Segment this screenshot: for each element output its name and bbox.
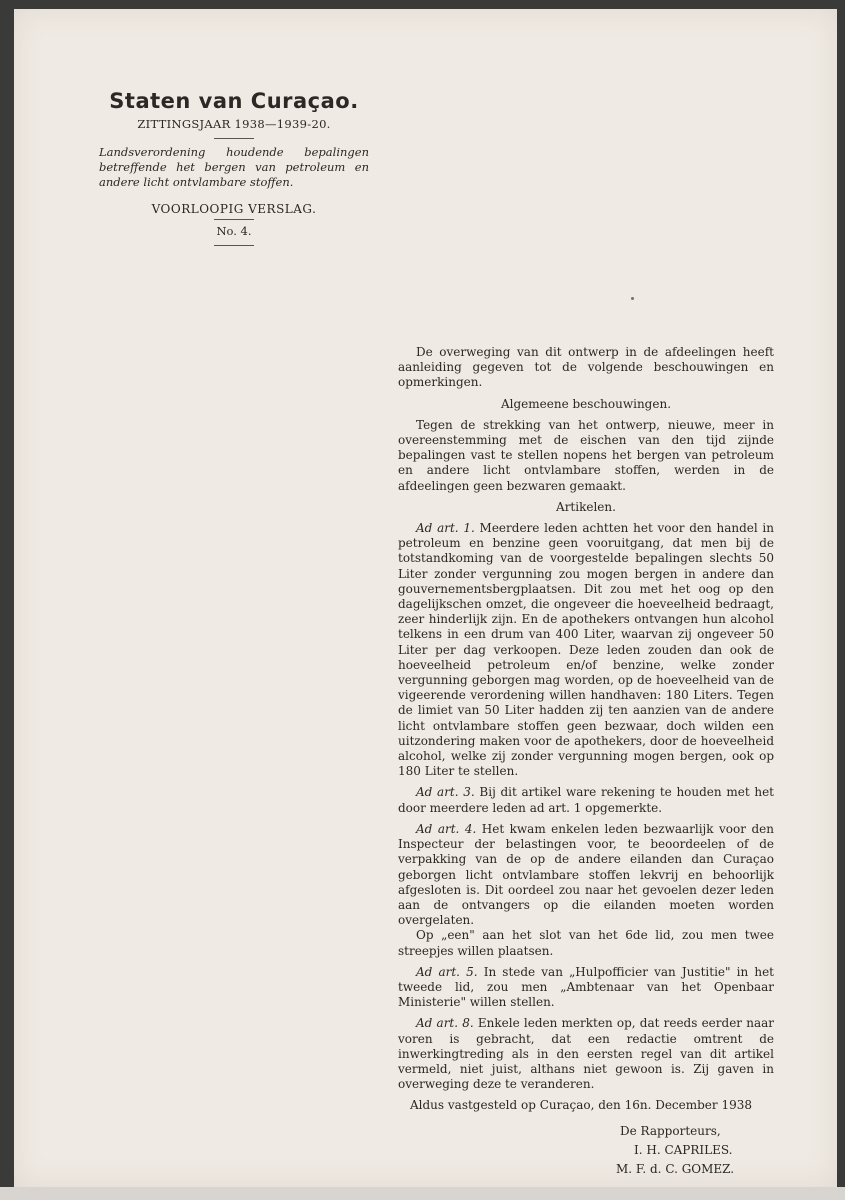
article-paragraph	[398, 1016, 774, 1092]
closing-line: Aldus vastgesteld op Curaçao, den 16n. December 1938	[410, 1098, 752, 1113]
article-text: Enkele leden merkten op, dat reeds eerder naar voren is gebracht, dat een redactie omtrent de inwerkingtreding als in den eersten regel van dit artikel vermeld, niet juist, althans niet gewoon is. Zij gaven in overweging deze te veranderen.	[398, 1016, 775, 1092]
document-number: No. 4.	[216, 224, 252, 238]
scan-border	[0, 1187, 845, 1200]
article-ref: Ad art. 4.	[416, 821, 477, 836]
article-paragraph	[398, 965, 774, 1011]
document-header	[84, 89, 384, 252]
article-paragraph	[398, 521, 774, 779]
article-ref: Ad art. 5.	[416, 964, 478, 979]
article-text: Bij dit artikel ware rekening te houden met het door meerdere leden ad art. 1 opgemerkte.	[398, 785, 774, 815]
session-year: ZITTINGSJAAR 1938—1939-20.	[137, 117, 331, 131]
article-paragraph	[398, 785, 774, 815]
article-text: In stede van „Hulpofficier van Justitie" in het tweede lid, zou men „Ambtenaar van het Openbaar Ministerie" willen stellen.	[398, 964, 774, 1010]
article-paragraph	[398, 822, 774, 928]
general-paragraph: Tegen de strekking van het ontwerp, nieuwe, meer in overeenstemming met de eischen van den tijd zijnde bepalingen vast te stellen nopens het bergen van petroleum en andere licht ontvlambare stoffen, werden in de afdeelingen geen bezwaren gemaakt.	[398, 417, 774, 493]
signature-name: I. H. CAPRILES.	[634, 1142, 733, 1157]
signature-name: M. F. d. C. GOMEZ.	[616, 1161, 735, 1176]
report-type: VOORLOOPIG VERSLAG.	[151, 202, 317, 216]
divider	[214, 245, 254, 246]
intro-paragraph: De overweging van dit ontwerp in de afdeelingen heeft aanleiding gegeven tot de volgende beschouwingen en opmerkingen.	[398, 345, 774, 390]
general-heading: Algemeene beschouwingen.	[500, 396, 672, 411]
paper-speck	[631, 297, 634, 300]
article-text: Het kwam enkelen leden bezwaarlijk voor den Inspecteur der belastingen voor, te beoordeelen of de verpakking van de op de andere eilanden dan Curaçao geborgen licht ontvlambare stoffen lekvrij en behoorlijk afgesloten is. Dit oordeel zou naar het gevoelen dezer leden aan de ontvangers op die eilanden moeten worden overgelaten.	[398, 821, 774, 928]
article-extra-paragraph: Op „een" aan het slot van het 6de lid, zou men twee streepjes willen plaatsen.	[398, 928, 774, 958]
report-body	[398, 345, 774, 1177]
article-text: Meerdere leden achtten het voor den handel in petroleum en benzine geen vooruitgang, dat men bij de totstandkoming van de voorgestelde bepalingen slechts 50 Liter zonder vergunning zou mogen bergen in andere dan gouvernementsbergplaatsen. Dit zou met het oog op den dagelijkschen omzet, die ongeveer die hoeveelheid bedraagt, zeer hinderlijk zijn. En de apothekers ontvangen hun alcohol telkens in een drum van 400 Liter, waarvan zij ongeveer 50 Liter per dag verkoopen. Deze leden zouden dan ook de hoeveelheid petroleum en/of benzine, welke zonder vergunning geborgen mag worden, op de hoeveelheid van de vigeerende verordening willen handhaven: 180 Liters. Tegen de limiet van 50 Liter hadden zij ten aanzien van de andere licht ontvlambare stoffen geen bezwaar, doch wilden een uitzondering maken voor de apothekers, door de hoeveelheid alcohol, welke zij zonder vergunning mogen bergen, ook op 180 Liter te stellen.	[398, 521, 774, 779]
article-ref: Ad art. 8.	[416, 1016, 474, 1031]
document-title: Staten van Curaçao.	[109, 89, 359, 113]
subject-text: Landsverordening houdende bepalingen betreffende het bergen van petroleum en andere licht ontvlambare stoffen.	[99, 145, 369, 189]
divider	[214, 138, 254, 139]
article-ref: Ad art. 1.	[416, 521, 475, 536]
signatures-title: De Rapporteurs,	[620, 1123, 721, 1138]
divider	[214, 219, 254, 220]
article-ref: Ad art. 3.	[416, 785, 475, 800]
articles-heading: Artikelen.	[556, 499, 616, 514]
